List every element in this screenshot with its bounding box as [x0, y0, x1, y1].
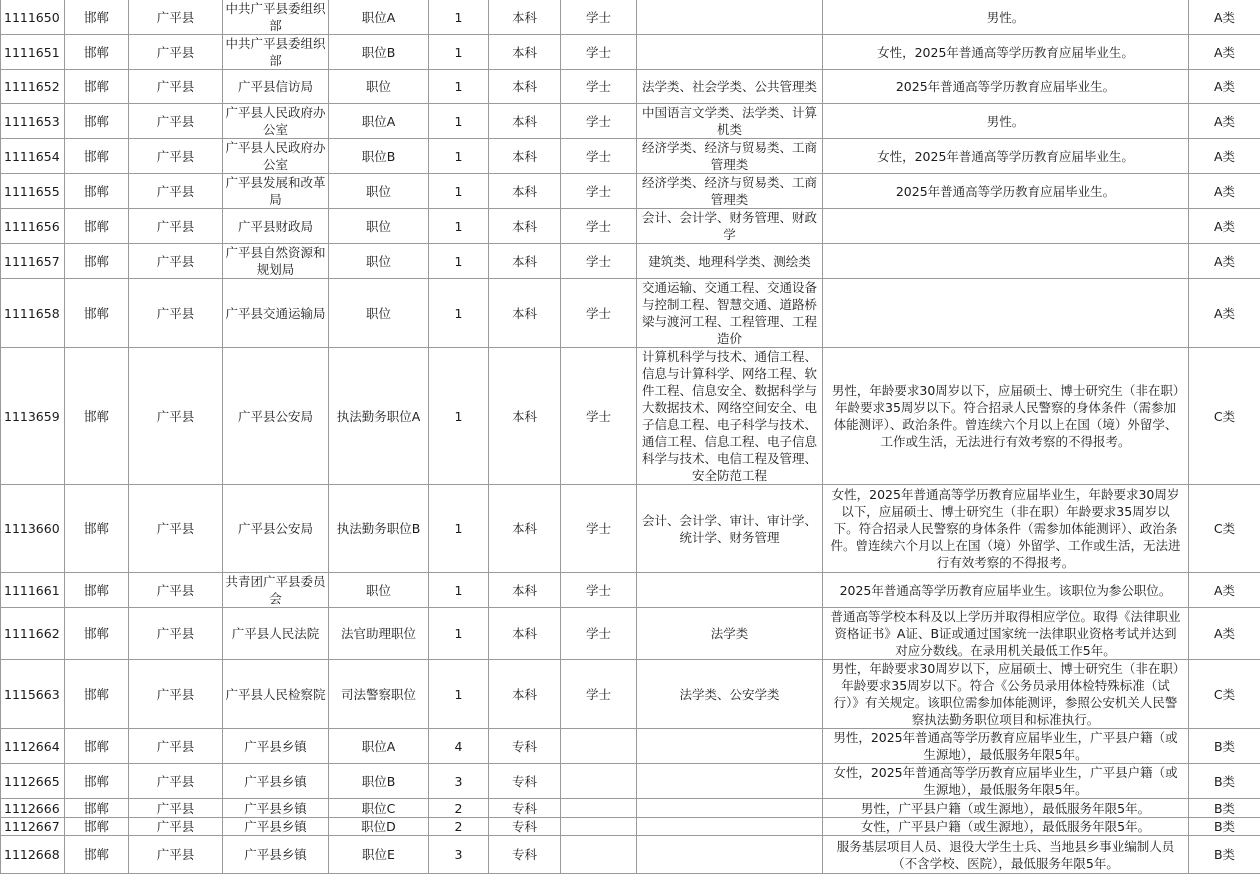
- cell-dept: 广平县自然资源和规划局: [223, 244, 329, 279]
- cell-pos: 司法警察职位: [329, 660, 429, 729]
- table-row: [1, 244, 1260, 279]
- cell-code: 1111655: [1, 174, 65, 209]
- cell-edu: 专科: [489, 764, 561, 799]
- cell-note: [823, 279, 1189, 348]
- cell-dept: 广平县人民政府办公室: [223, 139, 329, 174]
- cell-dept: 广平县发展和改革局: [223, 174, 329, 209]
- cell-degree: 学士: [561, 35, 637, 70]
- cell-city: 邯郸: [65, 836, 129, 874]
- cell-note: 普通高等学校本科及以上学历并取得相应学位。取得《法律职业资格证书》A证、B证或通过国家统一法律职业资格考试并达到对应分数线。在录用机关最低工作5年。: [823, 608, 1189, 660]
- table-row: [1, 279, 1260, 348]
- cell-major: 法学类、社会学类、公共管理类: [637, 70, 823, 104]
- cell-county: 广平县: [129, 244, 223, 279]
- cell-edu: 本科: [489, 244, 561, 279]
- cell-edu: 本科: [489, 174, 561, 209]
- cell-degree: [561, 729, 637, 764]
- cell-num: 1: [429, 279, 489, 348]
- cell-num: 3: [429, 836, 489, 874]
- cell-num: 1: [429, 174, 489, 209]
- cell-cat: C类: [1189, 660, 1260, 729]
- cell-cat: A类: [1189, 279, 1260, 348]
- cell-pos: 职位A: [329, 0, 429, 35]
- cell-num: 1: [429, 70, 489, 104]
- cell-degree: 学士: [561, 348, 637, 485]
- cell-city: 邯郸: [65, 35, 129, 70]
- cell-pos: 法官助理职位: [329, 608, 429, 660]
- cell-city: 邯郸: [65, 485, 129, 573]
- cell-code: 1111650: [1, 0, 65, 35]
- cell-major: 计算机科学与技术、通信工程、信息与计算科学、网络工程、软件工程、信息安全、数据科学与大数据技术、网络空间安全、电子信息工程、电子科学与技术、通信工程、信息工程、电子信息科学与技术、电信工程及管理、安全防范工程: [637, 348, 823, 485]
- cell-county: 广平县: [129, 174, 223, 209]
- cell-dept: 广平县财政局: [223, 209, 329, 244]
- cell-pos: 职位D: [329, 818, 429, 836]
- cell-degree: 学士: [561, 104, 637, 139]
- cell-num: 1: [429, 608, 489, 660]
- cell-pos: 职位: [329, 174, 429, 209]
- cell-county: 广平县: [129, 348, 223, 485]
- cell-cat: A类: [1189, 104, 1260, 139]
- cell-num: 4: [429, 729, 489, 764]
- cell-major: [637, 799, 823, 818]
- cell-city: 邯郸: [65, 139, 129, 174]
- cell-county: 广平县: [129, 104, 223, 139]
- cell-pos: 职位: [329, 244, 429, 279]
- cell-edu: 本科: [489, 139, 561, 174]
- cell-num: 1: [429, 35, 489, 70]
- cell-cat: B类: [1189, 818, 1260, 836]
- cell-cat: A类: [1189, 174, 1260, 209]
- cell-code: 1113659: [1, 348, 65, 485]
- cell-pos: 职位B: [329, 764, 429, 799]
- cell-major: [637, 818, 823, 836]
- cell-pos: 执法勤务职位B: [329, 485, 429, 573]
- cell-cat: A类: [1189, 70, 1260, 104]
- cell-cat: A类: [1189, 608, 1260, 660]
- table-row: [1, 348, 1260, 485]
- cell-note: 男性，广平县户籍（或生源地），最低服务年限5年。: [823, 799, 1189, 818]
- cell-code: 1111662: [1, 608, 65, 660]
- table-row: [1, 729, 1260, 764]
- cell-note: 2025年普通高等学历教育应届毕业生。该职位为参公职位。: [823, 573, 1189, 608]
- cell-major: 中国语言文学类、法学类、计算机类: [637, 104, 823, 139]
- cell-dept: 广平县乡镇: [223, 799, 329, 818]
- cell-code: 1111651: [1, 35, 65, 70]
- cell-dept: 共青团广平县委员会: [223, 573, 329, 608]
- cell-num: 3: [429, 764, 489, 799]
- cell-degree: 学士: [561, 573, 637, 608]
- cell-dept: 广平县公安局: [223, 485, 329, 573]
- cell-county: 广平县: [129, 836, 223, 874]
- cell-edu: 专科: [489, 799, 561, 818]
- cell-dept: 广平县人民政府办公室: [223, 104, 329, 139]
- cell-cat: C类: [1189, 348, 1260, 485]
- cell-cat: A类: [1189, 573, 1260, 608]
- cell-pos: 职位C: [329, 799, 429, 818]
- cell-county: 广平县: [129, 35, 223, 70]
- cell-major: [637, 0, 823, 35]
- cell-edu: 专科: [489, 729, 561, 764]
- cell-num: 1: [429, 209, 489, 244]
- cell-num: 1: [429, 139, 489, 174]
- cell-pos: 执法勤务职位A: [329, 348, 429, 485]
- cell-city: 邯郸: [65, 608, 129, 660]
- cell-num: 1: [429, 348, 489, 485]
- cell-edu: 本科: [489, 485, 561, 573]
- cell-cat: C类: [1189, 485, 1260, 573]
- cell-edu: 本科: [489, 348, 561, 485]
- cell-code: 1111658: [1, 279, 65, 348]
- cell-code: 1112668: [1, 836, 65, 874]
- cell-major: 法学类: [637, 608, 823, 660]
- cell-note: 2025年普通高等学历教育应届毕业生。: [823, 174, 1189, 209]
- cell-cat: B类: [1189, 799, 1260, 818]
- cell-note: 女性，广平县户籍（或生源地），最低服务年限5年。: [823, 818, 1189, 836]
- cell-city: 邯郸: [65, 0, 129, 35]
- cell-county: 广平县: [129, 573, 223, 608]
- cell-county: 广平县: [129, 799, 223, 818]
- cell-code: 1112665: [1, 764, 65, 799]
- cell-major: 建筑类、地理科学类、测绘类: [637, 244, 823, 279]
- cell-degree: 学士: [561, 70, 637, 104]
- cell-degree: 学士: [561, 209, 637, 244]
- cell-major: 会计、会计学、审计、审计学、统计学、财务管理: [637, 485, 823, 573]
- cell-dept: 中共广平县委组织部: [223, 0, 329, 35]
- cell-dept: 广平县乡镇: [223, 818, 329, 836]
- cell-edu: 专科: [489, 818, 561, 836]
- cell-county: 广平县: [129, 764, 223, 799]
- cell-num: 1: [429, 485, 489, 573]
- cell-pos: 职位: [329, 209, 429, 244]
- cell-county: 广平县: [129, 818, 223, 836]
- cell-num: 1: [429, 573, 489, 608]
- cell-degree: [561, 799, 637, 818]
- table-row: [1, 799, 1260, 818]
- table-row: [1, 70, 1260, 104]
- cell-major: 经济学类、经济与贸易类、工商管理类: [637, 174, 823, 209]
- cell-cat: B类: [1189, 764, 1260, 799]
- cell-dept: 广平县信访局: [223, 70, 329, 104]
- cell-code: 1111652: [1, 70, 65, 104]
- cell-major: 交通运输、交通工程、交通设备与控制工程、智慧交通、道路桥梁与渡河工程、工程管理、工程造价: [637, 279, 823, 348]
- cell-num: 2: [429, 799, 489, 818]
- cell-num: 1: [429, 244, 489, 279]
- cell-county: 广平县: [129, 729, 223, 764]
- cell-county: 广平县: [129, 139, 223, 174]
- cell-note: 男性，年龄要求30周岁以下，应届硕士、博士研究生（非在职）年龄要求35周岁以下。符合《公务员录用体检特殊标准（试行）》有关规定。该职位需参加体能测评，参照公安机关人民警察执法勤务职位项目和标准执行。: [823, 660, 1189, 729]
- cell-dept: 中共广平县委组织部: [223, 35, 329, 70]
- cell-code: 1111661: [1, 573, 65, 608]
- cell-cat: B类: [1189, 836, 1260, 874]
- cell-note: 女性，2025年普通高等学历教育应届毕业生。: [823, 35, 1189, 70]
- cell-degree: 学士: [561, 139, 637, 174]
- cell-pos: 职位A: [329, 104, 429, 139]
- cell-edu: 本科: [489, 573, 561, 608]
- cell-code: 1115663: [1, 660, 65, 729]
- cell-edu: 本科: [489, 279, 561, 348]
- cell-code: 1111653: [1, 104, 65, 139]
- cell-cat: A类: [1189, 35, 1260, 70]
- cell-pos: 职位E: [329, 836, 429, 874]
- cell-note: 男性，年龄要求30周岁以下，应届硕士、博士研究生（非在职）年龄要求35周岁以下。符合招录人民警察的身体条件（需参加体能测评）、政治条件。曾连续六个月以上在国（境）外留学、工作或生活，无法进行有效考察的不得报考。: [823, 348, 1189, 485]
- cell-city: 邯郸: [65, 573, 129, 608]
- cell-city: 邯郸: [65, 209, 129, 244]
- cell-cat: A类: [1189, 0, 1260, 35]
- cell-edu: 本科: [489, 0, 561, 35]
- cell-dept: 广平县乡镇: [223, 764, 329, 799]
- table-row: [1, 209, 1260, 244]
- cell-edu: 专科: [489, 836, 561, 874]
- cell-county: 广平县: [129, 608, 223, 660]
- cell-degree: 学士: [561, 608, 637, 660]
- cell-num: 2: [429, 818, 489, 836]
- cell-county: 广平县: [129, 660, 223, 729]
- cell-note: 2025年普通高等学历教育应届毕业生。: [823, 70, 1189, 104]
- cell-edu: 本科: [489, 35, 561, 70]
- cell-note: 女性，2025年普通高等学历教育应届毕业生，年龄要求30周岁以下，应届硕士、博士研究生（非在职）年龄要求35周岁以下。符合招录人民警察的身体条件（需参加体能测评）、政治条件。曾连续六个月以上在国（境）外留学、工作或生活，无法进行有效考察的不得报考。: [823, 485, 1189, 573]
- cell-dept: 广平县乡镇: [223, 729, 329, 764]
- cell-degree: 学士: [561, 174, 637, 209]
- cell-county: 广平县: [129, 0, 223, 35]
- cell-city: 邯郸: [65, 764, 129, 799]
- cell-degree: 学士: [561, 660, 637, 729]
- cell-note: 男性。: [823, 0, 1189, 35]
- table-row: [1, 485, 1260, 573]
- cell-num: 1: [429, 0, 489, 35]
- cell-code: 1111656: [1, 209, 65, 244]
- cell-degree: 学士: [561, 279, 637, 348]
- cell-major: [637, 573, 823, 608]
- cell-note: 女性，2025年普通高等学历教育应届毕业生。: [823, 139, 1189, 174]
- cell-pos: 职位B: [329, 139, 429, 174]
- cell-city: 邯郸: [65, 729, 129, 764]
- table-row: [1, 573, 1260, 608]
- cell-cat: A类: [1189, 244, 1260, 279]
- cell-dept: 广平县人民检察院: [223, 660, 329, 729]
- cell-city: 邯郸: [65, 244, 129, 279]
- cell-pos: 职位: [329, 70, 429, 104]
- cell-edu: 本科: [489, 608, 561, 660]
- cell-degree: 学士: [561, 485, 637, 573]
- table-row: [1, 818, 1260, 836]
- cell-county: 广平县: [129, 485, 223, 573]
- table-row: [1, 764, 1260, 799]
- cell-note: 男性。: [823, 104, 1189, 139]
- cell-city: 邯郸: [65, 104, 129, 139]
- cell-cat: A类: [1189, 139, 1260, 174]
- cell-pos: 职位B: [329, 35, 429, 70]
- cell-code: 1112664: [1, 729, 65, 764]
- cell-pos: 职位: [329, 573, 429, 608]
- cell-county: 广平县: [129, 279, 223, 348]
- cell-city: 邯郸: [65, 818, 129, 836]
- cell-major: 法学类、公安学类: [637, 660, 823, 729]
- cell-major: [637, 729, 823, 764]
- table-row: [1, 104, 1260, 139]
- cell-note: 女性，2025年普通高等学历教育应届毕业生，广平县户籍（或生源地），最低服务年限5年。: [823, 764, 1189, 799]
- table-row: [1, 174, 1260, 209]
- cell-num: 1: [429, 660, 489, 729]
- cell-edu: 本科: [489, 70, 561, 104]
- positions-table-body: [1, 0, 1260, 874]
- table-row: [1, 139, 1260, 174]
- cell-city: 邯郸: [65, 799, 129, 818]
- cell-county: 广平县: [129, 70, 223, 104]
- cell-code: 1113660: [1, 485, 65, 573]
- cell-major: [637, 764, 823, 799]
- cell-major: [637, 35, 823, 70]
- cell-edu: 本科: [489, 104, 561, 139]
- cell-cat: A类: [1189, 209, 1260, 244]
- cell-degree: [561, 764, 637, 799]
- cell-note: [823, 244, 1189, 279]
- cell-city: 邯郸: [65, 348, 129, 485]
- cell-code: 1112667: [1, 818, 65, 836]
- cell-code: 1111654: [1, 139, 65, 174]
- cell-pos: 职位A: [329, 729, 429, 764]
- cell-num: 1: [429, 104, 489, 139]
- table-row: [1, 0, 1260, 35]
- cell-edu: 本科: [489, 209, 561, 244]
- cell-major: 经济学类、经济与贸易类、工商管理类: [637, 139, 823, 174]
- cell-dept: 广平县人民法院: [223, 608, 329, 660]
- table-row: [1, 35, 1260, 70]
- cell-degree: [561, 818, 637, 836]
- cell-pos: 职位: [329, 279, 429, 348]
- cell-edu: 本科: [489, 660, 561, 729]
- table-row: [1, 660, 1260, 729]
- cell-degree: 学士: [561, 244, 637, 279]
- cell-dept: 广平县乡镇: [223, 836, 329, 874]
- cell-city: 邯郸: [65, 174, 129, 209]
- cell-cat: B类: [1189, 729, 1260, 764]
- cell-note: [823, 209, 1189, 244]
- cell-city: 邯郸: [65, 70, 129, 104]
- cell-code: 1111657: [1, 244, 65, 279]
- cell-city: 邯郸: [65, 660, 129, 729]
- table-row: [1, 608, 1260, 660]
- cell-county: 广平县: [129, 209, 223, 244]
- cell-note: 服务基层项目人员、退役大学生士兵、当地县乡事业编制人员（不含学校、医院），最低服务年限5年。: [823, 836, 1189, 874]
- cell-note: 男性，2025年普通高等学历教育应届毕业生，广平县户籍（或生源地），最低服务年限5年。: [823, 729, 1189, 764]
- cell-dept: 广平县交通运输局: [223, 279, 329, 348]
- cell-dept: 广平县公安局: [223, 348, 329, 485]
- cell-code: 1112666: [1, 799, 65, 818]
- cell-city: 邯郸: [65, 279, 129, 348]
- cell-major: 会计、会计学、财务管理、财政学: [637, 209, 823, 244]
- cell-degree: 学士: [561, 0, 637, 35]
